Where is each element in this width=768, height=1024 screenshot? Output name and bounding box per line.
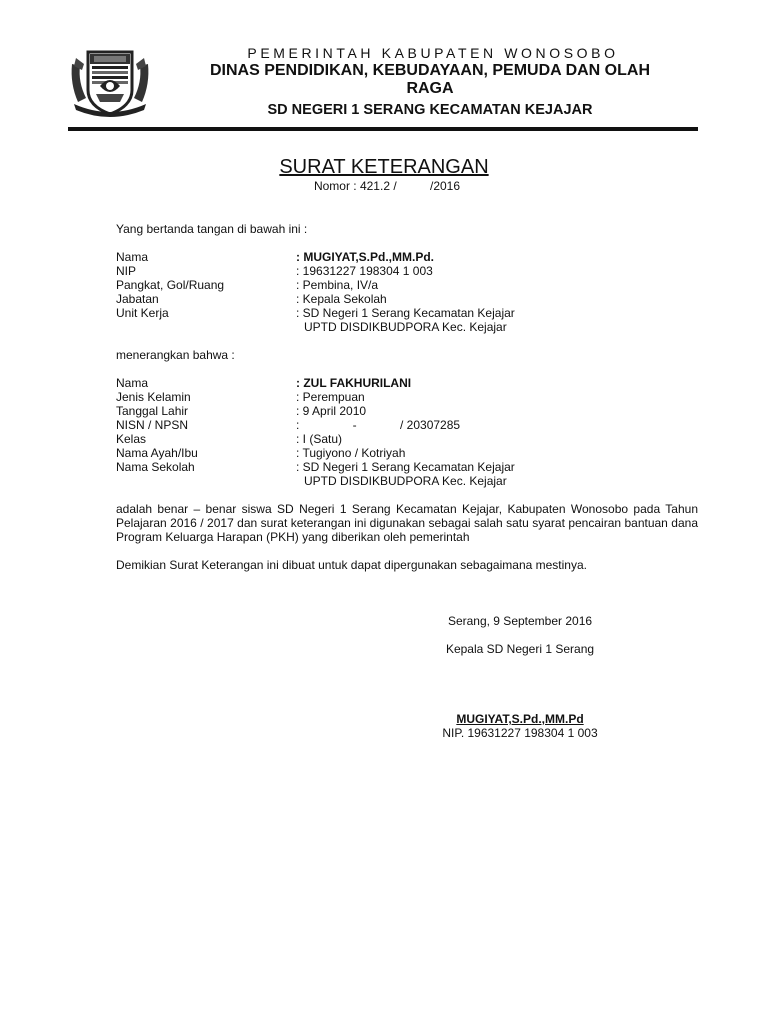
signer-label-nama: Nama <box>116 250 149 264</box>
student-value-kelas: : I (Satu) <box>296 432 343 446</box>
student-value-birthdate: : 9 April 2010 <box>296 404 367 418</box>
student-value-gender: : Perempuan <box>296 390 365 404</box>
document-number: Nomor : 421.2 / /2016 <box>313 179 461 193</box>
student-label-nama: Nama <box>116 376 149 390</box>
signature-nip: NIP. 19631227 198304 1 003 <box>442 726 598 740</box>
document-title: SURAT KETERANGAN <box>279 156 489 178</box>
signer-value-jabatan: : Kepala Sekolah <box>296 292 387 306</box>
letterhead-school: SD NEGERI 1 SERANG KECAMATAN KEJAJAR <box>267 102 593 118</box>
letterhead-divider <box>68 127 698 131</box>
signer-value-unit-cont: UPTD DISDIKBUDPORA Kec. Kejajar <box>304 320 507 334</box>
student-label-school: Nama Sekolah <box>116 460 195 474</box>
signer-label-pangkat: Pangkat, Gol/Ruang <box>116 278 225 292</box>
student-value-nama: : ZUL FAKHURILANI <box>296 376 412 390</box>
signature-position: Kepala SD Negeri 1 Serang <box>445 642 595 656</box>
intro-text: Yang bertanda tangan di bawah ini : <box>116 222 308 236</box>
letterhead-agency-line2: RAGA <box>406 80 454 97</box>
signer-label-unit: Unit Kerja <box>116 306 169 320</box>
statement-paragraph: adalah benar – benar siswa SD Negeri 1 Serang Kecamatan Kejajar, Kabupaten Wonosobo pada Tahun Pelajaran 2016 / 2017 dan surat keterangan ini digunakan sebagai salah satu syarat pencairan bantuan dana Program Keluarga Harapan (PKH) yang diberikan oleh pemerintah <box>116 502 698 544</box>
signer-value-pangkat: : Pembina, IV/a <box>296 278 379 292</box>
student-label-nisn: NISN / NPSN <box>116 418 189 432</box>
letterhead <box>160 44 700 119</box>
student-label-gender: Jenis Kelamin <box>116 390 191 404</box>
closing-text: Demikian Surat Keterangan ini dibuat untuk dapat dipergunakan sebagaimana mestinya. <box>116 558 587 572</box>
letterhead-agency-line1: DINAS PENDIDIKAN, KEBUDAYAAN, PEMUDA DAN OLAH <box>209 62 651 79</box>
declare-text: menerangkan bahwa : <box>116 348 235 362</box>
signer-label-nip: NIP <box>116 264 137 278</box>
signer-value-nip: : 19631227 198304 1 003 <box>296 264 433 278</box>
signer-label-jabatan: Jabatan <box>116 292 159 306</box>
student-value-school-cont: UPTD DISDIKBUDPORA Kec. Kejajar <box>304 474 507 488</box>
regency-crest-icon <box>68 44 152 118</box>
student-value-parents: : Tugiyono / Kotriyah <box>296 446 406 460</box>
student-value-school: : SD Negeri 1 Serang Kecamatan Kejajar <box>296 460 515 474</box>
signer-value-unit: : SD Negeri 1 Serang Kecamatan Kejajar <box>296 306 515 320</box>
student-value-nisn: : - / 20307285 <box>296 418 461 432</box>
signer-value-nama: : MUGIYAT,S.Pd.,MM.Pd. <box>296 250 435 264</box>
signature-place-date: Serang, 9 September 2016 <box>447 614 593 628</box>
signature-name: MUGIYAT,S.Pd.,MM.Pd <box>456 712 584 726</box>
student-label-parents: Nama Ayah/Ibu <box>116 446 198 460</box>
student-label-birthdate: Tanggal Lahir <box>116 404 189 418</box>
student-label-kelas: Kelas <box>116 432 147 446</box>
letterhead-government: PEMERINTAH KABUPATEN WONOSOBO <box>247 45 619 61</box>
